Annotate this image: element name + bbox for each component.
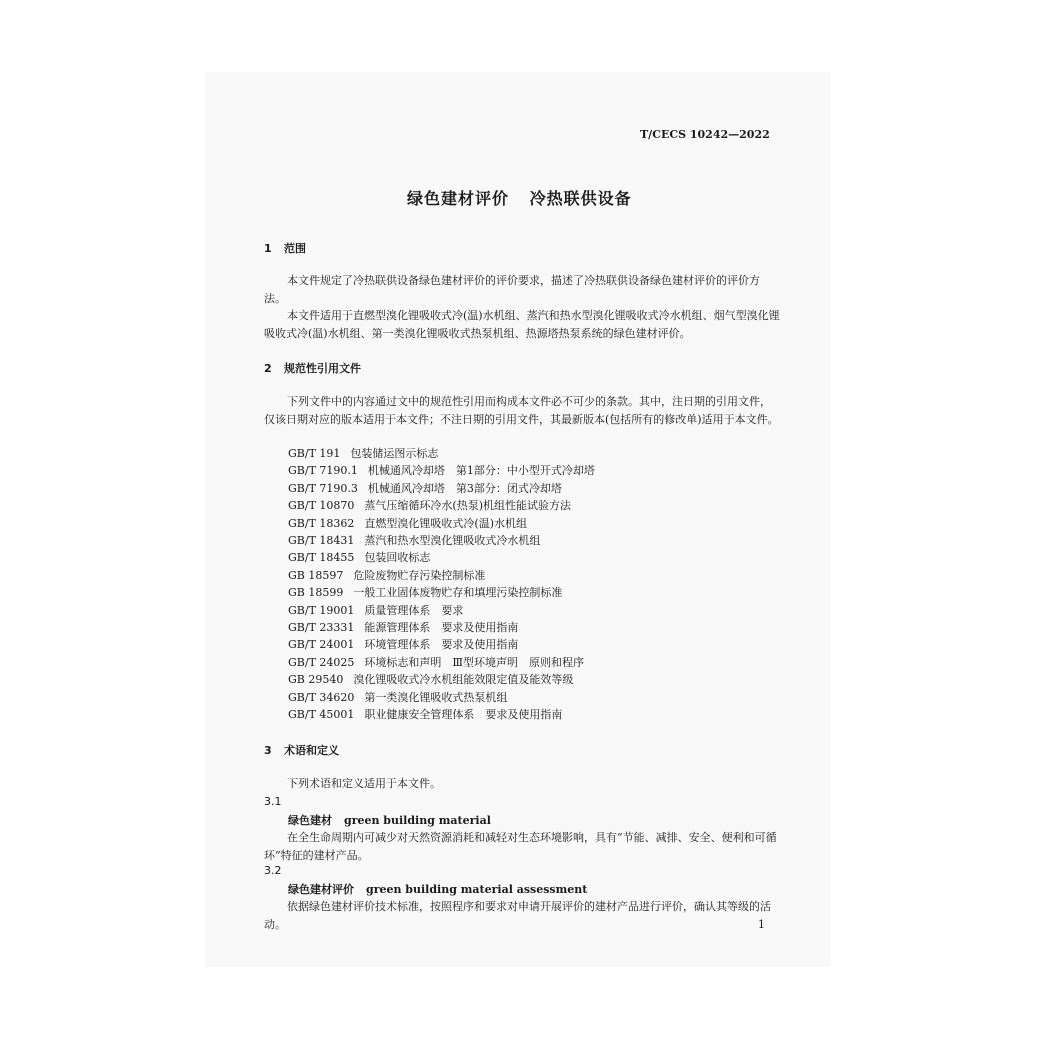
reference-code: GB/T 23331 xyxy=(288,621,355,635)
term-zh: 绿色建材评价 xyxy=(288,883,354,896)
reference-item xyxy=(288,515,595,532)
reference-item xyxy=(288,671,595,688)
reference-title: 环境标志和声明 Ⅲ型环境声明 原则和程序 xyxy=(364,655,585,669)
reference-item xyxy=(288,532,595,549)
term-heading xyxy=(288,881,587,897)
reference-item xyxy=(288,584,595,601)
reference-item xyxy=(288,445,595,462)
reference-item xyxy=(288,497,595,514)
reference-code: GB/T 7190.1 xyxy=(288,464,358,478)
reference-title: 蒸汽和热水型溴化锂吸收式冷水机组 xyxy=(364,534,541,548)
reference-item xyxy=(288,636,595,653)
reference-code: GB/T 45001 xyxy=(288,708,355,722)
term-zh: 绿色建材 xyxy=(288,814,332,827)
reference-title: 溴化锂吸收式冷水机组能效限定值及能效等级 xyxy=(353,673,574,687)
document-title: 绿色建材评价 冷热联供设备 xyxy=(407,189,632,208)
term-definition xyxy=(264,829,780,864)
reference-code: GB/T 191 xyxy=(288,447,341,460)
section-3-heading xyxy=(264,742,339,758)
reference-title: 第一类溴化锂吸收式热泵机组 xyxy=(364,690,508,704)
reference-title: 职业健康安全管理体系 要求及使用指南 xyxy=(364,708,563,722)
reference-item xyxy=(288,567,595,584)
reference-list xyxy=(288,445,595,724)
reference-code: GB/T 18362 xyxy=(288,516,355,530)
reference-title: 能源管理体系 要求及使用指南 xyxy=(364,621,519,635)
reference-item xyxy=(288,654,595,671)
reference-title: 直燃型溴化锂吸收式冷(温)水机组 xyxy=(364,516,527,530)
reference-title: 危险废物贮存污染控制标准 xyxy=(353,568,486,582)
reference-title: 质量管理体系 要求 xyxy=(364,603,464,617)
section-title: 术语和定义 xyxy=(284,744,339,757)
reference-code: GB/T 24025 xyxy=(288,655,355,669)
reference-code: GB/T 18431 xyxy=(288,534,355,548)
term-en: green building material assessment xyxy=(366,883,588,896)
paragraph: 本文件规定了冷热联供设备绿色建材评价的评价要求，描述了冷热联供设备绿色建材评价的评价方法。 xyxy=(264,274,760,305)
page-number: 1 xyxy=(758,918,765,931)
term-definition xyxy=(264,898,780,933)
reference-code: GB 29540 xyxy=(288,673,344,687)
reference-item xyxy=(288,619,595,636)
section-1-body xyxy=(264,272,780,342)
reference-item xyxy=(288,706,595,723)
paragraph: 下列术语和定义适用于本文件。 xyxy=(287,777,441,790)
reference-code: GB/T 24001 xyxy=(288,638,355,652)
term-en: green building material xyxy=(344,814,491,827)
term-heading xyxy=(288,812,491,828)
reference-item xyxy=(288,480,595,497)
reference-code: GB/T 34620 xyxy=(288,690,355,704)
reference-item xyxy=(288,549,595,566)
reference-code: GB/T 10870 xyxy=(288,499,355,513)
section-1-heading xyxy=(264,240,306,256)
reference-code: GB/T 7190.3 xyxy=(288,481,358,495)
reference-code: GB/T 19001 xyxy=(288,603,355,617)
paragraph: 下列文件中的内容通过文中的规范性引用而构成本文件必不可少的条款。其中，注日期的引用文件，仅该日期对应的版本适用于本文件；不注日期的引用文件，其最新版本(包括所有的修改单)适用于本文件。 xyxy=(264,395,779,426)
term-number: 3.1 xyxy=(264,795,282,808)
paragraph: 在全生命周期内可减少对天然资源消耗和减轻对生态环境影响，具有“节能、减排、安全、便利和可循环”特征的建材产品。 xyxy=(264,831,777,862)
reference-title: 机械通风冷却塔 第3部分：闭式冷却塔 xyxy=(367,481,562,495)
reference-title: 蒸气压缩循环冷水(热泵)机组性能试验方法 xyxy=(364,499,571,513)
reference-code: GB/T 18455 xyxy=(288,551,355,565)
section-number: 1 xyxy=(264,242,272,255)
term-number: 3.2 xyxy=(264,864,282,877)
section-2-heading xyxy=(264,360,361,376)
reference-code: GB 18597 xyxy=(288,568,344,582)
reference-title: 环境管理体系 要求及使用指南 xyxy=(364,638,519,652)
section-title: 规范性引用文件 xyxy=(284,362,361,375)
reference-item xyxy=(288,689,595,706)
reference-code: GB 18599 xyxy=(288,586,344,600)
reference-title: 一般工业固体废物贮存和填埋污染控制标准 xyxy=(353,586,563,600)
section-number: 3 xyxy=(264,744,272,757)
reference-item xyxy=(288,602,595,619)
section-2-body xyxy=(264,393,780,428)
section-title: 范围 xyxy=(284,242,306,255)
reference-title: 包装回收标志 xyxy=(364,551,431,565)
reference-title: 包装储运图示标志 xyxy=(350,447,439,460)
paragraph: 依据绿色建材评价技术标准，按照程序和要求对申请开展评价的建材产品进行评价，确认其等级的活动。 xyxy=(264,900,771,931)
reference-title: 机械通风冷却塔 第1部分：中小型开式冷却塔 xyxy=(367,464,595,478)
paragraph: 本文件适用于直燃型溴化锂吸收式冷(温)水机组、蒸汽和热水型溴化锂吸收式冷水机组、烟气型溴化锂吸收式冷(温)水机组、第一类溴化锂吸收式热泵机组、热源塔热泵系统的绿色建材评价。 xyxy=(264,309,780,340)
reference-item xyxy=(288,462,595,479)
section-number: 2 xyxy=(264,362,272,375)
section-3-intro xyxy=(264,775,780,793)
standard-number: T/CECS 10242—2022 xyxy=(640,128,770,141)
